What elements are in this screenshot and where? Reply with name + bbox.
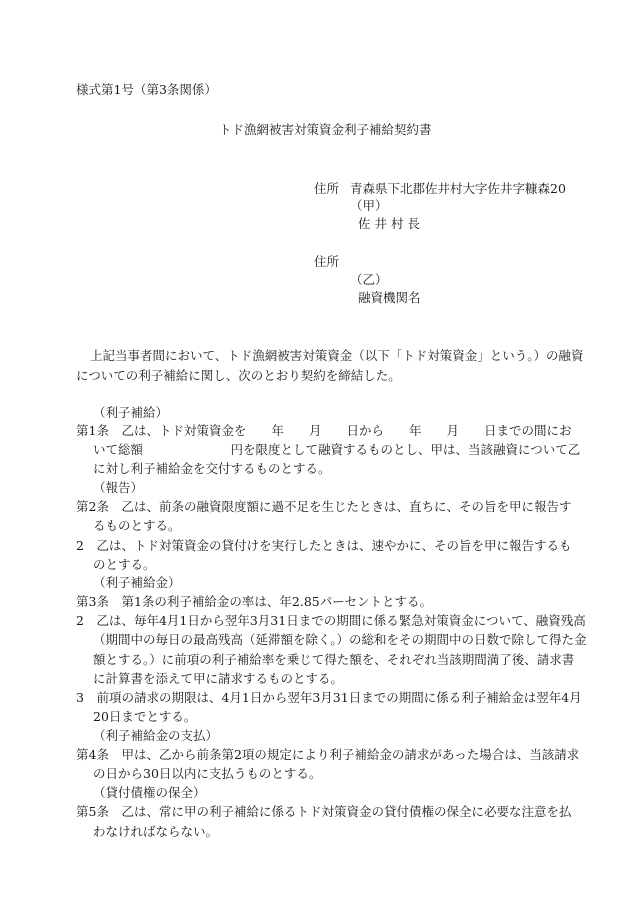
article-line: 第3条 第1条の利子補給金の率は、年2.85パーセントとする。 [76,594,432,609]
article-line: 20日までとする。 [93,709,197,724]
article-line: に対し利子補給金を交付するものとする。 [93,461,331,476]
party-b-role: （乙） [350,272,388,287]
article-line: 額とする。）に前項の利子補給率を乗じて得た額を、それぞれ当該期間満了後、請求書 [93,652,575,667]
article-line: 第2条 乙は、前条の融資限度額に過不足を生じたときは、直ちに、その旨を甲に報告す [76,499,572,514]
form-label: 様式第1号（第3条関係） [76,82,217,97]
document-title: トド漁網被害対策資金利子補給契約書 [219,122,432,137]
article-line: の日から30日以内に支払うものとする。 [93,766,322,781]
section-heading: （報告） [93,480,144,495]
article-line: に計算書を添えて甲に請求するものとする。 [93,671,344,686]
article-line: 2 乙は、トド対策資金の貸付けを実行したときは、速やかに、その旨を甲に報告するも [76,538,572,553]
article-line: 第5条 乙は、常に甲の利子補給に係るトド対策資金の貸付債権の保全に必要な注意を払 [76,804,572,819]
section-heading: （貸付債権の保全） [93,785,206,800]
preamble-line: 上記当事者間において、トド漁網被害対策資金（以下「トド対策資金」という。）の融資 [90,348,584,363]
party-a-role: （甲） [350,198,388,213]
party-a-address-label: 住所 [314,181,340,196]
section-heading: （利子補給金の支払） [93,728,219,743]
article-line: （期間中の毎日の最高残高（延滞額を除く。）の総和をその期間中の日数で除して得た金 [93,632,587,647]
article-line: 2 乙は、毎年4月1日から翌年3月31日までの期間に係る緊急対策資金について、融資残高 [76,613,586,628]
section-heading: （利子補給金） [93,575,181,590]
article-line: 第4条 甲は、乙から前条第2項の規定により利子補給金の請求があった場合は、当該請求 [76,747,580,762]
preamble-line: についての利子補給に関し、次のとおり契約を締結した。 [76,368,401,383]
party-a-name: 佐 井 村 長 [358,216,420,231]
party-b-name: 融資機関名 [358,290,421,305]
article-line: 3 前項の請求の期限は、4月1日から翌年3月31日までの期間に係る利子補給金は翌年4月 [76,690,582,705]
article-line: いて総額 円を限度として融資するものとし、甲は、当該融資について乙 [93,442,581,457]
section-heading: （利子補給） [93,405,169,420]
party-a-address: 青森県下北郡佐井村大字佐井字糠森20 [350,181,566,196]
article-line: のとする。 [93,557,156,572]
article-line: 第1条 乙は、トド対策資金を 年 月 日から 年 月 日までの間にお [76,423,572,438]
party-b-address-label: 住所 [314,254,340,269]
article-line: わなければならない。 [93,824,219,839]
article-line: るものとする。 [93,518,181,533]
